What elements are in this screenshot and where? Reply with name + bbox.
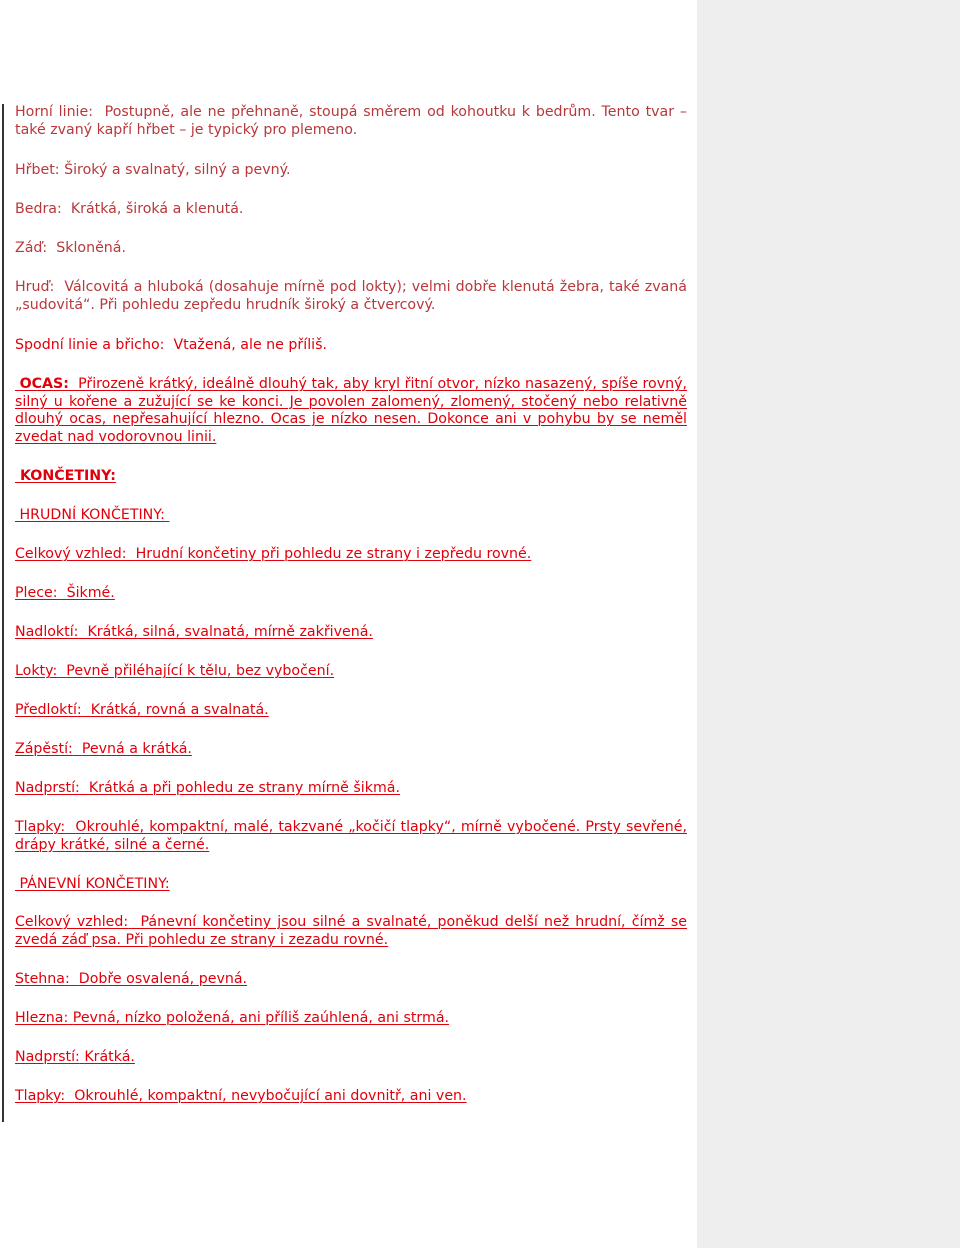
text: Krátká. xyxy=(84,1049,135,1065)
para-zapesti xyxy=(15,741,687,759)
text: Hrudní končetiny při pohledu ze strany i zepředu rovné. xyxy=(135,546,532,562)
label: Tlapky: xyxy=(15,1088,66,1104)
para-plece xyxy=(15,585,687,603)
label: Spodní linie a břicho: xyxy=(15,337,165,353)
para-ocas xyxy=(15,376,687,446)
text: Okrouhlé, kompaktní, malé, takzvané „kočičí tlapky“, mírně vybočené. Prsty sevřené, drápy krátké, silné a černé. xyxy=(15,819,687,853)
label: Nadprstí: xyxy=(15,1049,80,1065)
para-bedra xyxy=(15,201,687,219)
label: KONČETINY: xyxy=(19,468,116,484)
para-hrbet xyxy=(15,162,687,180)
text: Přirozeně krátký, ideálně dlouhý tak, aby kryl řitní otvor, nízko nasazený, spíše rovný, silný u kořene a zužující se ke konci. Je povolen zalomený, zlomený, stočený nebo relativně dlouhý ocas, nepřesahující hlezno. Ocas je nízko nesen. Dokonce ani v pohybu by se neměl zvedat nad vodorovnou linii. xyxy=(15,376,687,445)
text: Dobře osvalená, pevná. xyxy=(78,971,248,987)
revision-change-bar xyxy=(2,104,4,1122)
label: Záď: xyxy=(15,240,48,256)
heading-hrudni-koncetiny xyxy=(15,507,687,525)
para-spodni-linie xyxy=(15,337,687,355)
label: Plece: xyxy=(15,585,58,601)
label: HRUDNÍ KONČETINY: xyxy=(19,507,165,523)
label: Horní linie: xyxy=(15,104,94,120)
para-nadprsti-hrudni xyxy=(15,780,687,798)
text: Pevná a krátká. xyxy=(81,741,192,757)
para-hlezna xyxy=(15,1010,687,1028)
label: Bedra: xyxy=(15,201,62,217)
label: Nadloktí: xyxy=(15,624,79,640)
comment-margin-pane xyxy=(697,0,960,1248)
para-nadlokti xyxy=(15,624,687,642)
label: Hruď: xyxy=(15,279,55,295)
label: Hřbet: xyxy=(15,162,60,178)
para-lokty xyxy=(15,663,687,681)
text: Široký a svalnatý, silný a pevný. xyxy=(64,162,291,178)
label: Stehna: xyxy=(15,971,70,987)
text: Vtažená, ale ne příliš. xyxy=(173,337,327,353)
label: Lokty: xyxy=(15,663,58,679)
para-panevni-celkovy xyxy=(15,914,687,949)
label: Nadprstí: xyxy=(15,780,80,796)
text: Krátká, široká a klenutá. xyxy=(70,201,244,217)
text: Krátká, rovná a svalnatá. xyxy=(90,702,269,718)
text: Pevná, nízko položená, ani příliš zaúhlená, ani strmá. xyxy=(72,1010,450,1026)
text: Pánevní končetiny jsou silné a svalnaté, poněkud delší než hrudní, čímž se zvedá záď psa. Při pohledu ze strany i zezadu rovné. xyxy=(15,914,687,948)
para-hrud xyxy=(15,279,687,314)
para-stehna xyxy=(15,971,687,989)
para-zad xyxy=(15,240,687,258)
para-tlapky-hrudni xyxy=(15,819,687,854)
label: Tlapky: xyxy=(15,819,66,835)
text: Skloněná. xyxy=(56,240,126,256)
text: Postupně, ale ne přehnaně, stoupá směrem od kohoutku k bedrům. Tento tvar – také zvaný kapří hřbet – je typický pro plemeno. xyxy=(15,104,687,138)
heading-koncetiny xyxy=(15,468,687,486)
label: Celkový vzhled: xyxy=(15,546,127,562)
text: Pevně přiléhající k tělu, bez vybočení. xyxy=(66,663,335,679)
label: OCAS: xyxy=(19,376,69,392)
text: Krátká, silná, svalnatá, mírně zakřivená. xyxy=(87,624,373,640)
label: PÁNEVNÍ KONČETINY: xyxy=(19,876,170,892)
para-hrudni-celkovy xyxy=(15,546,687,564)
para-predlokti xyxy=(15,702,687,720)
para-horni-linie xyxy=(15,104,687,139)
para-tlapky-panevni xyxy=(15,1088,687,1106)
text: Okrouhlé, kompaktní, nevybočující ani dovnitř, ani ven. xyxy=(74,1088,467,1104)
label: Předloktí: xyxy=(15,702,82,718)
label: Celkový vzhled: xyxy=(15,914,129,930)
text: Válcovitá a hluboká (dosahuje mírně pod lokty); velmi dobře klenutá žebra, také zvaná „sudovitá“. Při pohledu zepředu hrudník široký a čtvercový. xyxy=(15,279,687,313)
para-nadprsti-panevni xyxy=(15,1049,687,1067)
label: Zápěstí: xyxy=(15,741,73,757)
heading-panevni-koncetiny xyxy=(15,876,687,894)
text: Šikmé. xyxy=(66,585,115,601)
text: Krátká a při pohledu ze strany mírně šikmá. xyxy=(88,780,400,796)
label: Hlezna: xyxy=(15,1010,69,1026)
